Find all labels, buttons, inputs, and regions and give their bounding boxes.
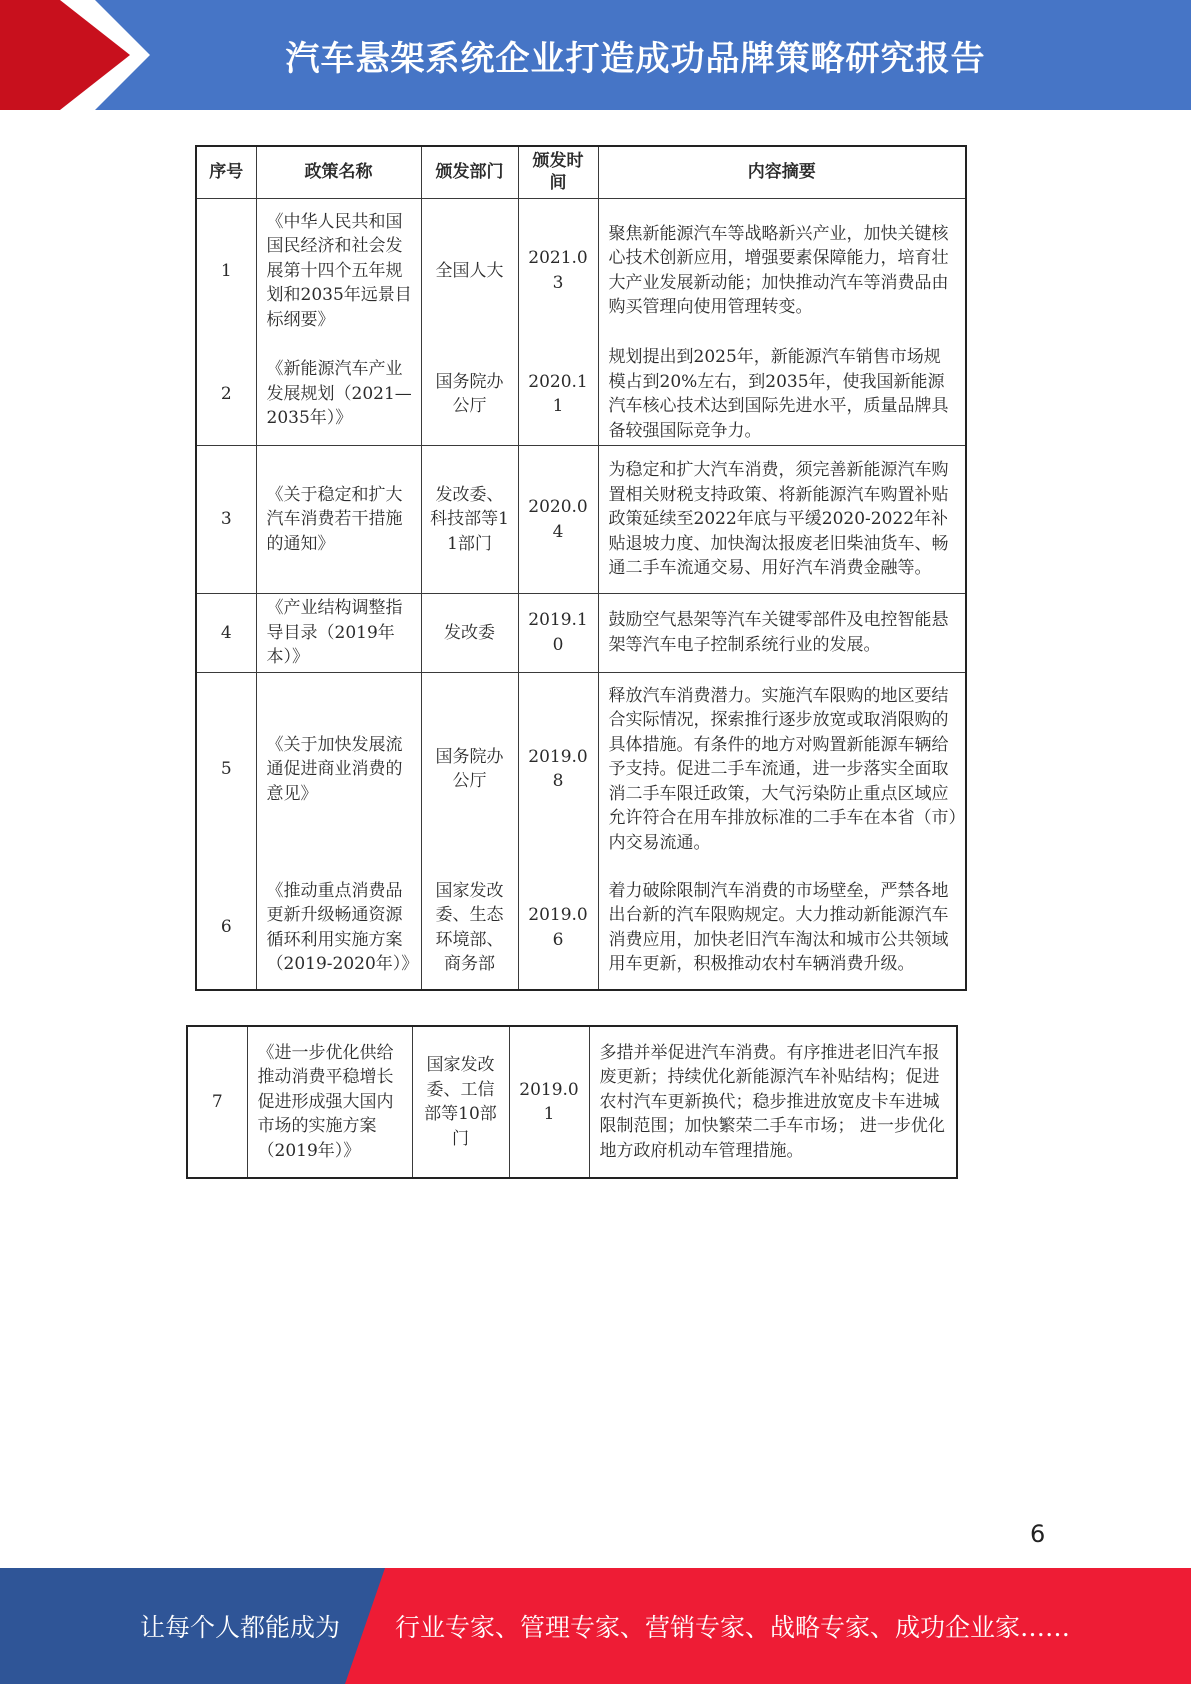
policy-table bbox=[195, 145, 967, 991]
row-name: 《推动重点消费品更新升级畅通资源循环利用实施方案（2019-2020年）》 bbox=[256, 866, 421, 990]
row-date: 2020.11 bbox=[518, 343, 598, 446]
table-row bbox=[196, 672, 966, 866]
row-date: 2019.01 bbox=[509, 1026, 589, 1178]
row-summary: 鼓励空气悬架等汽车关键零部件及电控智能悬架等汽车电子控制系统行业的发展。 bbox=[598, 594, 966, 673]
table-row bbox=[196, 446, 966, 594]
footer-slogan-left: 让每个人都能成为 bbox=[140, 1613, 341, 1642]
row-no: 6 bbox=[196, 866, 256, 990]
footer-slogan-right: 行业专家、管理专家、营销专家、战略专家、成功企业家…… bbox=[395, 1613, 1071, 1642]
row-no: 1 bbox=[196, 198, 256, 343]
row-name: 《新能源汽车产业发展规划（2021—2035年）》 bbox=[256, 343, 421, 446]
page-number: 6 bbox=[1030, 1520, 1046, 1548]
row-no: 3 bbox=[196, 446, 256, 594]
header-banner bbox=[0, 0, 1191, 110]
row-dept: 国家发改委、工信部等10部门 bbox=[412, 1026, 509, 1178]
row-dept: 国务院办公厅 bbox=[421, 343, 518, 446]
row-summary: 释放汽车消费潜力。实施汽车限购的地区要结合实际情况，探索推行逐步放宽或取消限购的具体措施。有条件的地方对购置新能源车辆给予支持。促进二手车流通，进一步落实全面取消二手车限迁政策，大气污染防止重点区域应允许符合在用车排放标准的二手车在本省（市）内交易流通。 bbox=[598, 672, 966, 866]
chevron-arrow-icon bbox=[0, 0, 160, 110]
table-row bbox=[196, 198, 966, 343]
row-date: 2019.06 bbox=[518, 866, 598, 990]
row-name: 《关于加快发展流通促进商业消费的意见》 bbox=[256, 672, 421, 866]
row-dept: 国务院办公厅 bbox=[421, 672, 518, 866]
table-header-row bbox=[196, 146, 966, 198]
row-summary: 聚焦新能源汽车等战略新兴产业，加快关键核心技术创新应用，增强要素保障能力，培育壮大产业发展新动能；加快推动汽车等消费品由购买管理向使用管理转变。 bbox=[598, 198, 966, 343]
header-name: 政策名称 bbox=[256, 146, 421, 198]
table-row bbox=[187, 1026, 957, 1178]
policy-table-continued bbox=[186, 1025, 958, 1179]
row-name: 《关于稳定和扩大汽车消费若干措施的通知》 bbox=[256, 446, 421, 594]
row-no: 5 bbox=[196, 672, 256, 866]
table-row bbox=[196, 343, 966, 446]
footer-banner bbox=[0, 1568, 1191, 1684]
row-no: 7 bbox=[187, 1026, 247, 1178]
row-name: 《进一步优化供给推动消费平稳增长促进形成强大国内市场的实施方案（2019年）》 bbox=[247, 1026, 412, 1178]
row-name: 《产业结构调整指导目录（2019年本）》 bbox=[256, 594, 421, 673]
row-date: 2021.03 bbox=[518, 198, 598, 343]
table-row bbox=[196, 594, 966, 673]
row-dept: 发改委、科技部等11部门 bbox=[421, 446, 518, 594]
header-no: 序号 bbox=[196, 146, 256, 198]
table-row bbox=[196, 866, 966, 990]
row-name: 《中华人民共和国国民经济和社会发展第十四个五年规划和2035年远景目标纲要》 bbox=[256, 198, 421, 343]
report-title: 汽车悬架系统企业打造成功品牌策略研究报告 bbox=[285, 38, 986, 79]
header-date: 颁发时间 bbox=[518, 146, 598, 198]
row-no: 2 bbox=[196, 343, 256, 446]
row-date: 2019.10 bbox=[518, 594, 598, 673]
row-dept: 国家发改委、生态环境部、商务部 bbox=[421, 866, 518, 990]
header-dept: 颁发部门 bbox=[421, 146, 518, 198]
row-summary: 规划提出到2025年，新能源汽车销售市场规模占到20%左右，到2035年，使我国新能源汽车核心技术达到国际先进水平，质量品牌具备较强国际竞争力。 bbox=[598, 343, 966, 446]
row-summary: 多措并举促进汽车消费。有序推进老旧汽车报废更新；持续优化新能源汽车补贴结构；促进农村汽车更新换代；稳步推进放宽皮卡车进城限制范围；加快繁荣二手车市场； 进一步优化地方政府机动车管理措施。 bbox=[589, 1026, 957, 1178]
row-summary: 着力破除限制汽车消费的市场壁垒，严禁各地出台新的汽车限购规定。大力推动新能源汽车消费应用，加快老旧汽车淘汰和城市公共领域用车更新，积极推动农村车辆消费升级。 bbox=[598, 866, 966, 990]
row-dept: 发改委 bbox=[421, 594, 518, 673]
row-summary: 为稳定和扩大汽车消费，须完善新能源汽车购置相关财税支持政策、将新能源汽车购置补贴政策延续至2022年底与平缓2020-2022年补贴退坡力度、加快淘汰报废老旧柴油货车、畅通二手车流通交易、用好汽车消费金融等。 bbox=[598, 446, 966, 594]
row-no: 4 bbox=[196, 594, 256, 673]
row-dept: 全国人大 bbox=[421, 198, 518, 343]
row-date: 2020.04 bbox=[518, 446, 598, 594]
row-date: 2019.08 bbox=[518, 672, 598, 866]
header-summary: 内容摘要 bbox=[598, 146, 966, 198]
